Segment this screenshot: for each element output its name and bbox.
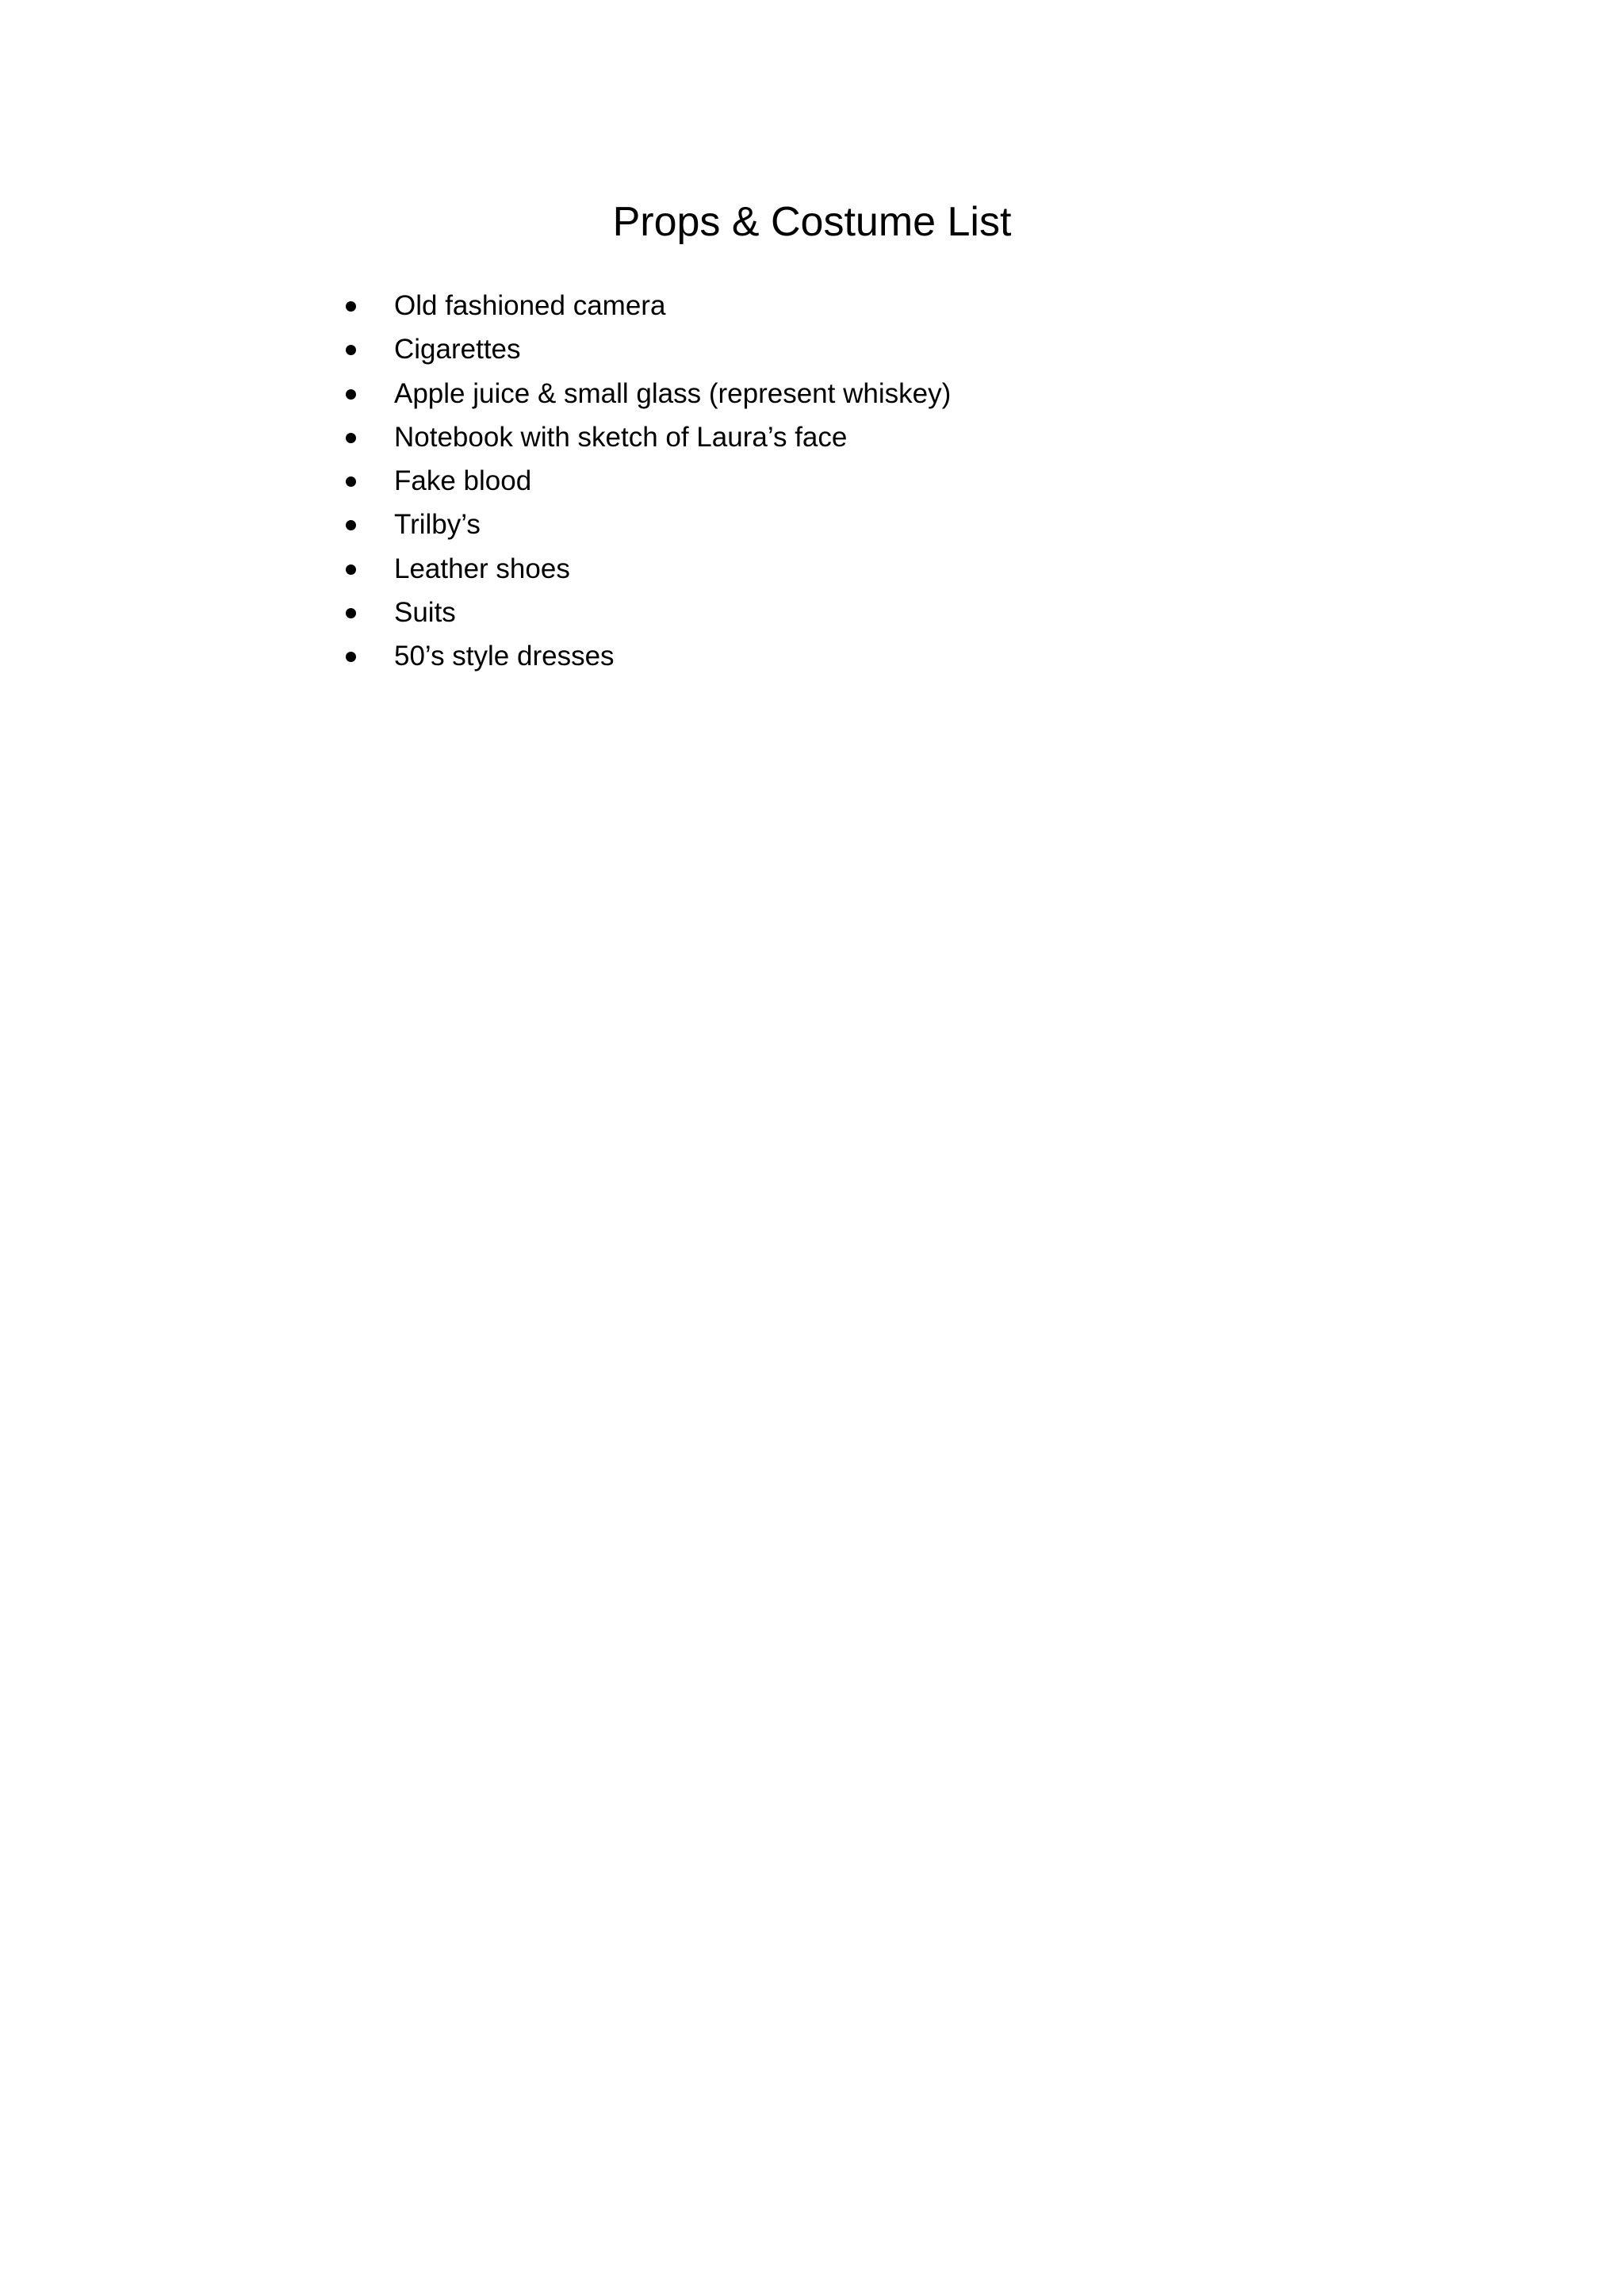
- bullet-icon: [346, 520, 356, 530]
- list-item-label: Suits: [394, 597, 456, 629]
- document-title: Props & Costume List: [612, 199, 1012, 245]
- bullet-icon: [346, 345, 356, 355]
- list-item-label: Old fashioned camera: [394, 290, 666, 321]
- bullet-icon: [346, 433, 356, 443]
- bullet-icon: [346, 389, 356, 400]
- list-item-label: Apple juice & small glass (represent whiskey): [394, 377, 952, 409]
- bullet-icon: [346, 476, 356, 487]
- list-item-label: Leather shoes: [394, 553, 570, 584]
- bullet-icon: [346, 652, 356, 662]
- list-item-label: Cigarettes: [394, 334, 521, 365]
- list-item-label: Notebook with sketch of Laura’s face: [394, 421, 848, 453]
- bullet-icon: [346, 564, 356, 575]
- list-item-label: 50’s style dresses: [394, 641, 615, 672]
- list-item-label: Trilby’s: [394, 509, 481, 541]
- list-item-label: Fake blood: [394, 465, 532, 497]
- bullet-icon: [346, 301, 356, 312]
- bullet-icon: [346, 608, 356, 618]
